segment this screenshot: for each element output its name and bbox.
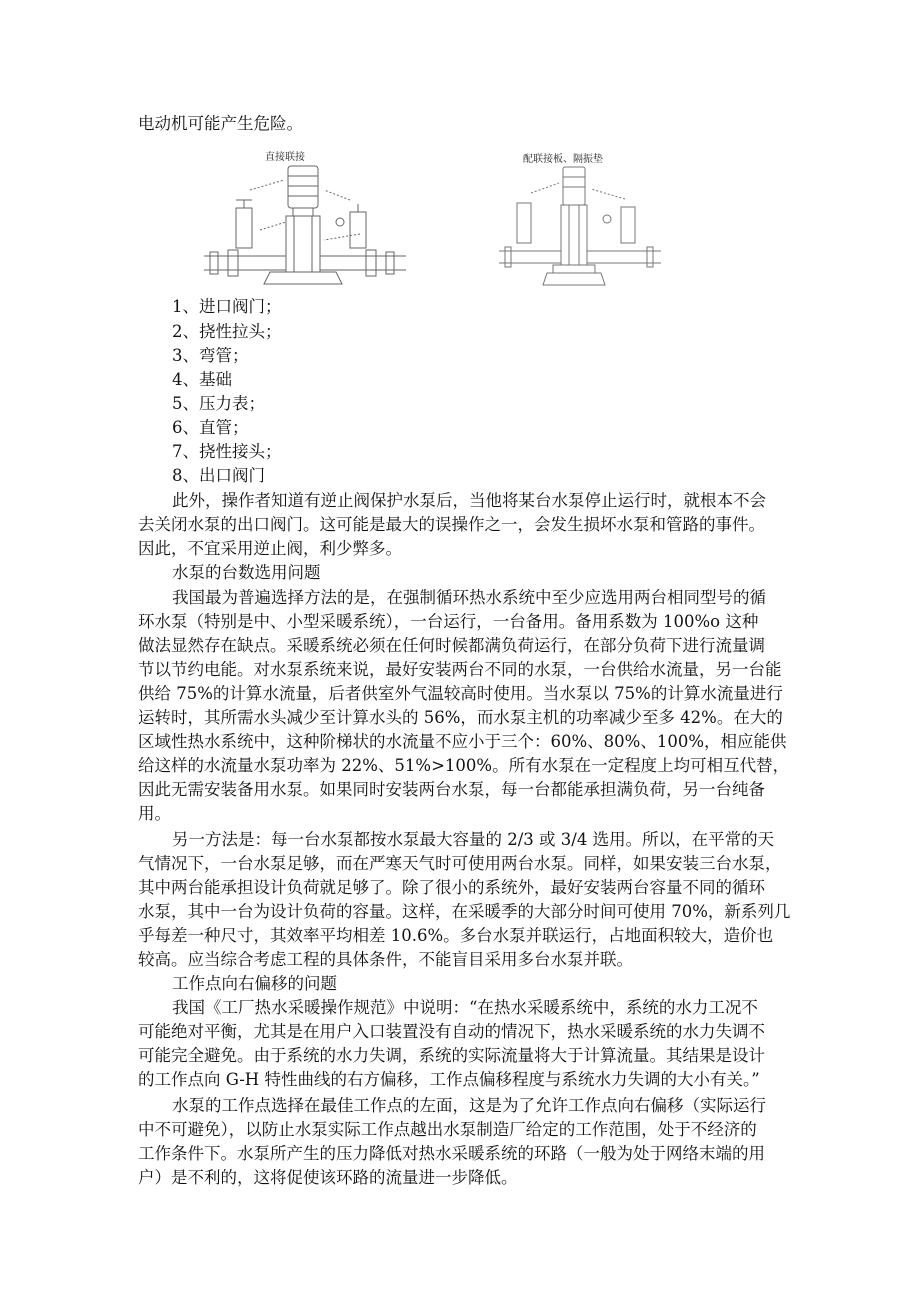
parts-list-item: 3、弯管； xyxy=(172,346,249,365)
paragraph-line: 可能完全避免。由于系统的水力失调，系统的实际流量将大于计算流量。其结果是设计 xyxy=(138,1046,765,1065)
paragraph-line: 给这样的水流量水泵功率为 22%、51%>100%。所有水泵在一定程度上均可相互代替， xyxy=(138,756,790,775)
parts-list-item: 2、挠性拉头； xyxy=(172,322,282,341)
foundation-shape xyxy=(264,272,342,284)
paragraph-line: 的工作点向 G-H 特性曲线的右方偏移，工作点偏移程度与系统水力失调的大小有关。” xyxy=(138,1070,760,1089)
motor-shape xyxy=(288,166,318,208)
paragraph-line: 我国最为普遍选择方法的是，在强制循环热水系统中至少应选用两台相同型号的循 xyxy=(172,588,766,607)
paragraph-line: 此外，操作者知道有逆止阀保护水泵后，当他将某台水泵停止运行时，就根本不会 xyxy=(172,491,766,510)
paragraph-line: 水泵的工作点选择在最佳工作点的左面，这是为了允许工作点向右偏移（实际运行 xyxy=(172,1096,766,1115)
parts-list-item: 8、出口阀门 xyxy=(172,466,265,485)
paragraph-line: 可能绝对平衡，尤其是在用户入口装置没有自动的情况下，热水采暖系统的水力失调不 xyxy=(138,1022,765,1041)
paragraph-line: 因此无需安装备用水泵。如果同时安装两台水泵，每一台都能承担满负荷，另一台纯备 xyxy=(138,780,765,799)
paragraph-line: 水泵，其中一台为设计负荷的容量。这样，在采暖季的大部分时间可使用 70%，新系列几 xyxy=(138,902,791,921)
pump-body-shape xyxy=(286,216,320,272)
isolator-pad-shape xyxy=(553,265,595,273)
paragraph-line: 供给 75%的计算水流量，后者供室外气温较高时使用。当水泵以 75%的计算水流量进行 xyxy=(138,684,783,703)
paragraph-line: 另一方法是：每一台水泵都按水泵最大容量的 2/3 或 3/4 选用。所以，在平常的天 xyxy=(172,830,775,849)
paragraph-line: 气情况下，一台水泵足够，而在严寒天气时可使用两台水泵。同样，如果安装三台水泵， xyxy=(138,854,782,873)
paragraph-line: 做法显然存在缺点。采暖系统必须在任何时候都满负荷运行，在部分负荷下进行流量调 xyxy=(138,636,765,655)
parts-list-item: 6、直管； xyxy=(172,418,249,437)
paragraph-line: 我国《工厂热水采暖操作规范》中说明：“在热水采暖系统中，系统的水力工况不 xyxy=(172,998,758,1017)
isolator-connection-diagram xyxy=(495,163,665,298)
paragraph-line: 乎每差一种尺寸，其效率平均相差 10.6%。多台水泵并联运行，占地面积较大，造价也 xyxy=(138,926,774,945)
paragraph-line: 中不可避免），以防止水泵实际工作点越出水泵制造厂给定的工作范围，处于不经济的 xyxy=(138,1120,757,1139)
pump-body-shape xyxy=(561,205,587,265)
section-heading: 水泵的台数选用问题 xyxy=(172,563,321,582)
parts-list-item: 5、压力表； xyxy=(172,394,265,413)
figure-right-caption: 配联接板、隔振垫 xyxy=(523,154,603,165)
direct-connection-diagram xyxy=(200,160,410,295)
parts-list-item: 7、挠性接头； xyxy=(172,442,282,461)
paragraph-line: 户）是不利的，这将促使该环路的流量进一步降低。 xyxy=(138,1168,518,1187)
paragraph-line: 因此，不宜采用逆止阀，利少弊多。 xyxy=(138,539,402,558)
motor-shape xyxy=(563,167,585,205)
section-heading: 工作点向右偏移的问题 xyxy=(172,974,337,993)
intro-line: 电动机可能产生危险。 xyxy=(138,114,303,133)
parts-list-item: 1、进口阀门； xyxy=(172,297,282,316)
figure-left-caption: 直接联接 xyxy=(265,152,305,163)
paragraph-line: 去关闭水泵的出口阀门。这可能是最大的误操作之一，会发生损坏水泵和管路的事件。 xyxy=(138,515,765,534)
paragraph-line: 用。 xyxy=(138,804,171,823)
paragraph-line: 工作条件下。水泵所产生的压力降低对热水采暖系统的环路（一般为处于网络末端的用 xyxy=(138,1144,765,1163)
paragraph-line: 区域性热水系统中，这种阶梯状的水流量不应小于三个：60%、80%、100%，相应能供 xyxy=(138,732,787,751)
paragraph-line: 运转时，其所需水头减少至计算水头的 56%，而水泵主机的功率减少至多 42%。在大的 xyxy=(138,708,783,727)
paragraph-line: 节以节约电能。对水泵系统来说，最好安装两台不同的水泵，一台供给水流量，另一台能 xyxy=(138,660,782,679)
paragraph-line: 较高。应当综合考虑工程的具体条件，不能盲目采用多台水泵并联。 xyxy=(138,950,633,969)
foundation-shape xyxy=(543,273,605,285)
paragraph-line: 其中两台能承担设计负荷就足够了。除了很小的系统外，最好安装两台容量不同的循环 xyxy=(138,878,765,897)
paragraph-line: 环水泵（特别是中、小型采暖系统），一台运行，一台备用。备用系数为 100%o 这种 xyxy=(138,612,759,631)
parts-list-item: 4、基础 xyxy=(172,370,232,389)
